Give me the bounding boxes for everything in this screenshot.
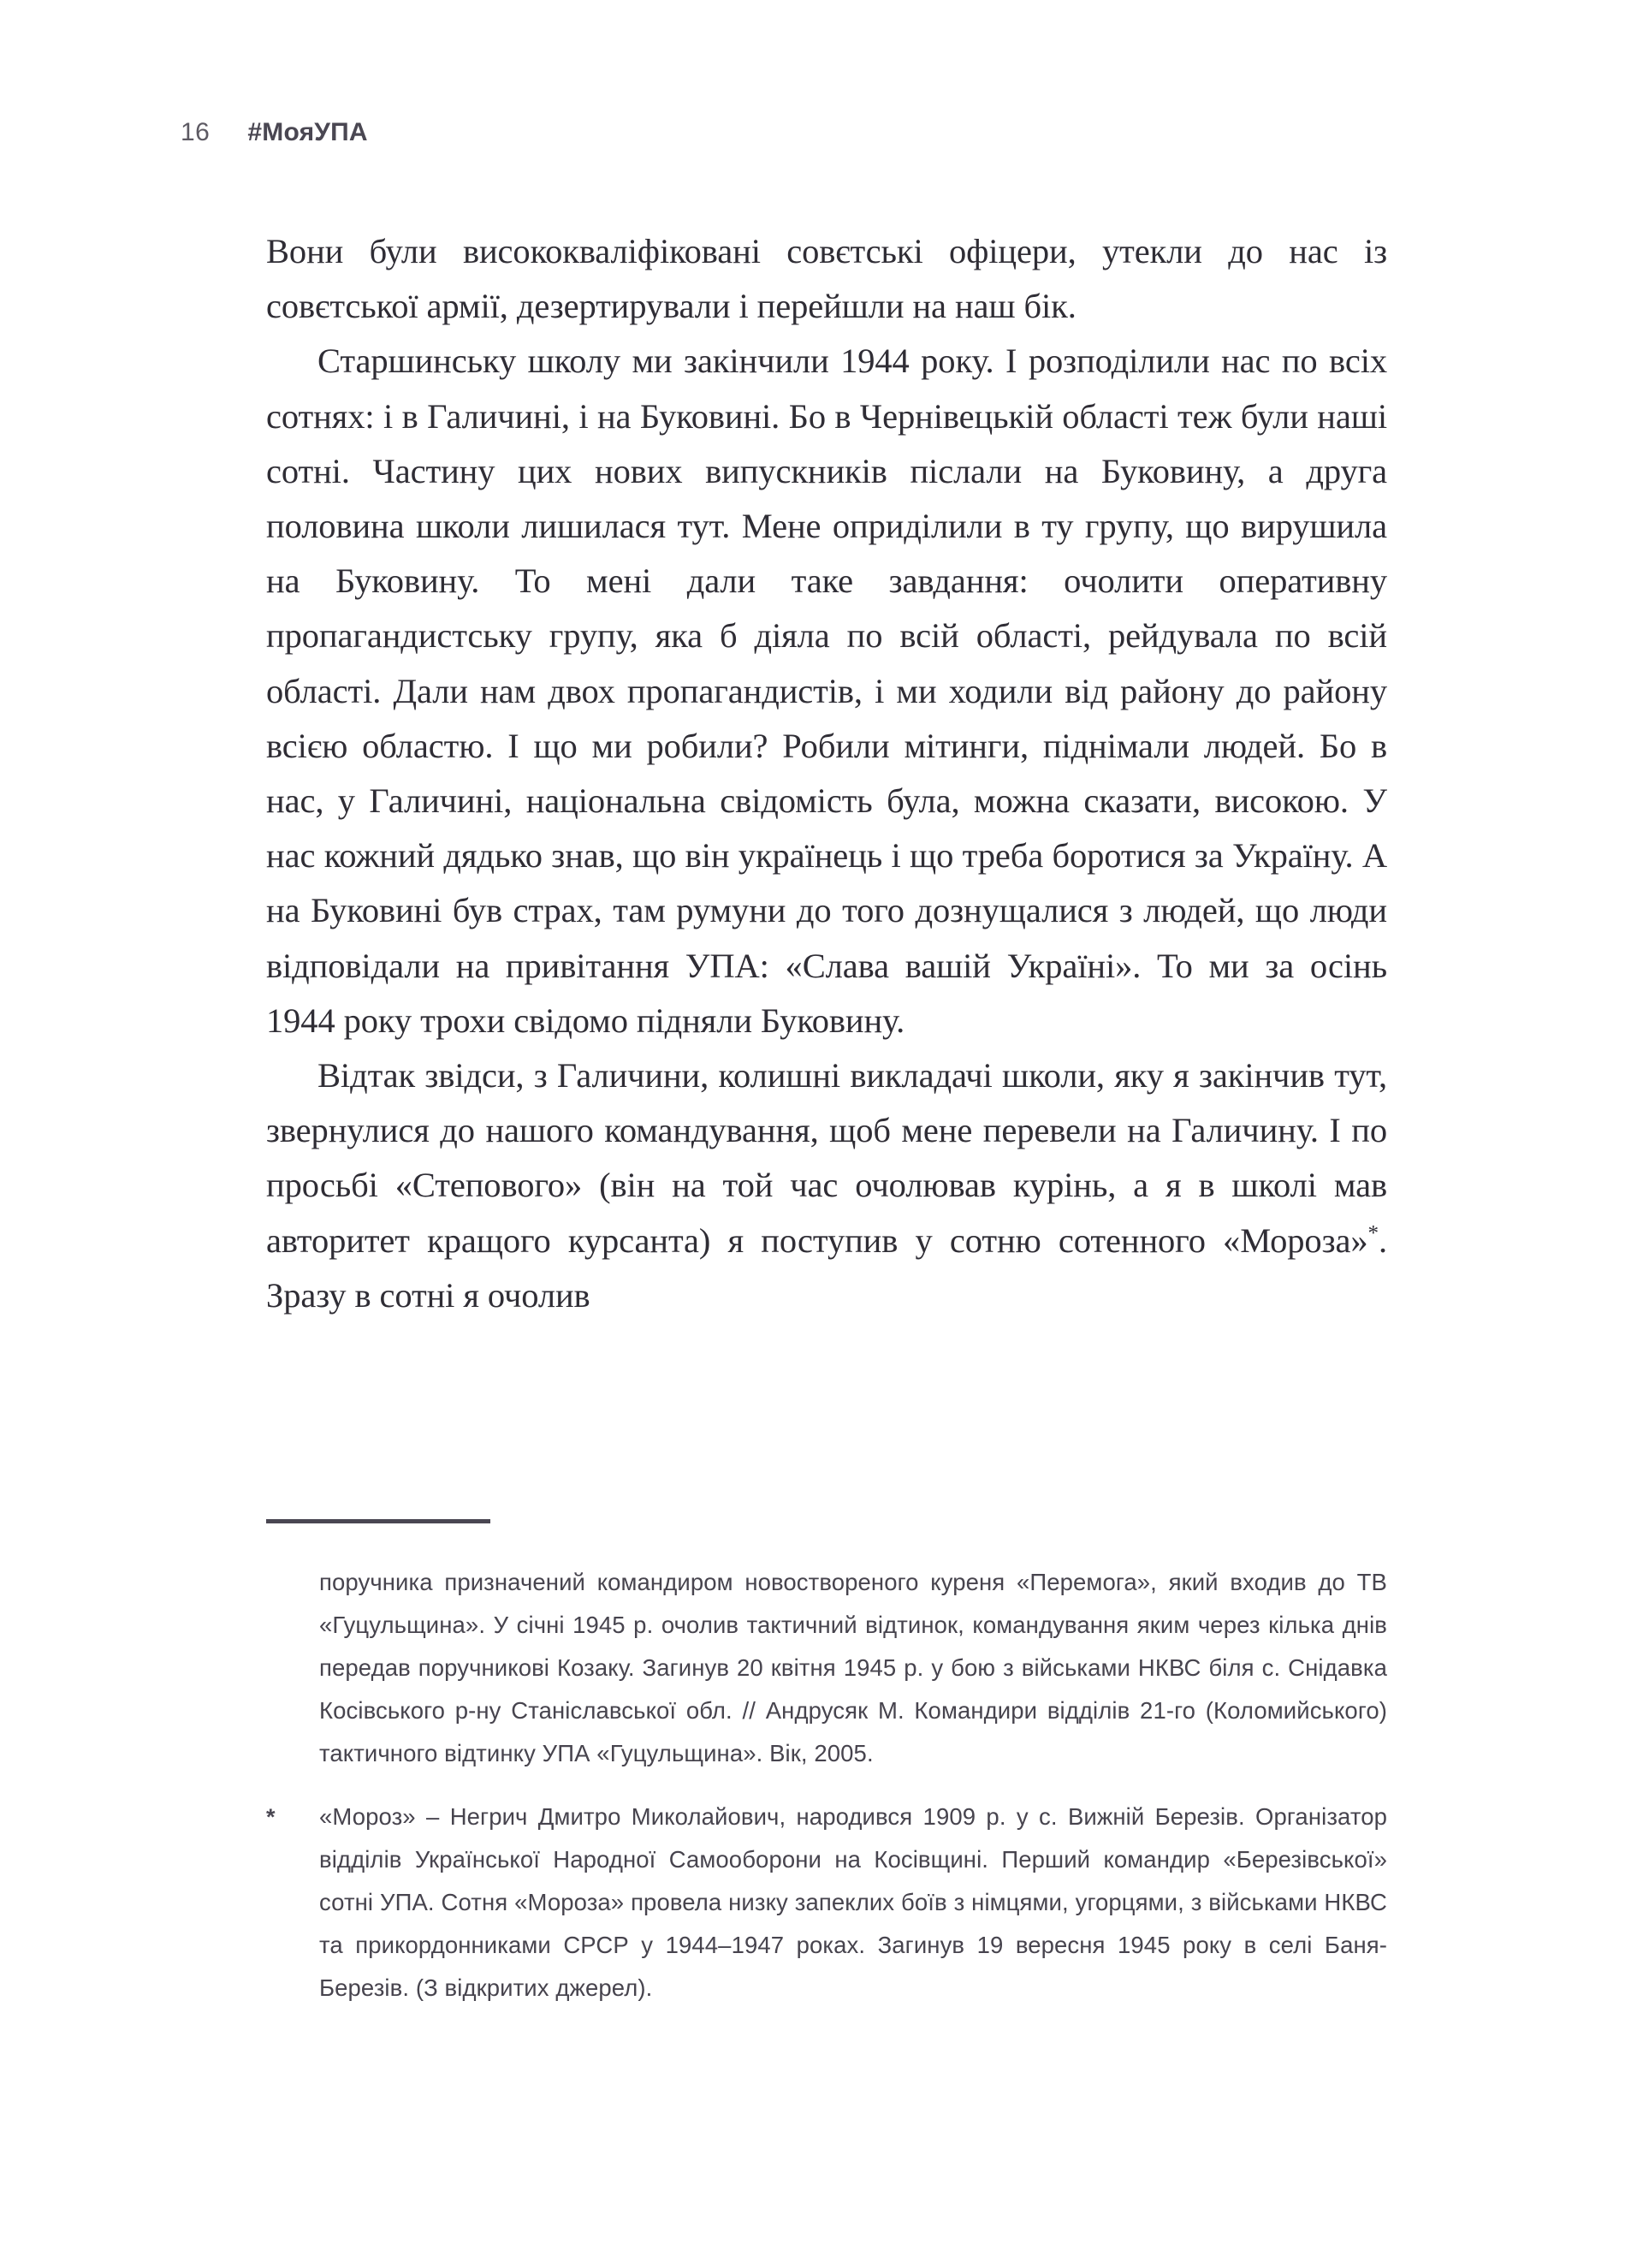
footnote-text-continuation: поручника призначений командиром новоствореного куреня «Перемога», який входив до ТВ «Гуцульщина». У січні 1945 р. очолив тактичний відтинок, командування яким через кілька днів передав поручникові Козаку. Загинув 20 квітня 1945 р. у бою з військами НКВС біля с. Снідавка Косівського р-ну Станіславської обл. // Андрусяк М. Командири відділів 21-го (Коломийського) тактичного відтинку УПА «Гуцульщина». Вік, 2005.: [319, 1569, 1387, 1766]
body-text-block: [266, 224, 1387, 1323]
footnote-item-asterisk: [266, 1796, 1387, 2010]
paragraph-2: Старшинську школу ми закінчили 1944 року. І розподілили нас по всіх сотнях: і в Галичині, і на Буковині. Бо в Чернівецькій області теж були наші сотні. Частину цих нових випускників післали на Буковину, а друга половина школи лишилася тут. Мене оприділили в ту групу, що вирушила на Буковину. То мені дали таке завдання: очолити оперативну пропагандистську групу, яка б діяла по всій області, рейдувала по всій області. Дали нам двох пропагандистів, і ми ходили від району до району всією областю. І що ми робили? Робили мітинги, піднімали людей. Бо в нас, у Галичині, національна свідомість була, можна сказати, високою. У нас кожний дядько знав, що він українець і що треба боротися за Україну. А на Буковині був страх, там румуни до того дознущалися з людей, що люди відповідали на привітання УПА: «Слава вашій Україні». То ми за осінь 1944 року трохи свідомо підняли Буковину.: [266, 341, 1387, 1040]
paragraph-3-text-before-footnote: Відтак звідси, з Галичини, колишні викладачі школи, яку я закінчив тут, звернулися до нашого командування, щоб мене перевели на Галичину. І по просьбі «Степового» (він на той час очолював курінь, а я в школі мав авторитет кращого курсанта) я поступив у сотню сотенного «Мороза»: [266, 1056, 1387, 1260]
footnote-marker-asterisk: *: [266, 1804, 276, 1830]
footnote-separator-rule: [266, 1519, 490, 1523]
paragraph-3-text-after-footnote: . Зразу в сотні я очолив: [266, 1220, 1387, 1315]
footnote-area: [266, 1519, 1387, 2010]
running-head: [181, 118, 368, 147]
page-number: 16: [181, 118, 211, 146]
footnote-item-continuation: [266, 1561, 1387, 1775]
footnote-reference-asterisk[interactable]: *: [1367, 1221, 1379, 1245]
footnote-text-moroz: «Мороз» – Негрич Дмитро Миколайович, народився 1909 р. у с. Вижній Березів. Організатор відділів Української Народної Самооборони на Косівщині. Перший командир «Березівської» сотні УПА. Сотня «Мороза» провела низку запеклих боїв з німцями, угорцями, з військами НКВС та прикордонниками СРСР у 1944–1947 роках. Загинув 19 вересня 1945 року в селі Баня-Березів. (З відкритих джерел).: [319, 1803, 1387, 2001]
paragraph-3: [266, 1048, 1387, 1323]
paragraph-1: Вони були висококваліфіковані совєтські офіцери, утекли до нас із совєтської армії, дезертирували і перейшли на наш бік.: [266, 232, 1387, 326]
running-title: #МояУПА: [247, 118, 368, 146]
